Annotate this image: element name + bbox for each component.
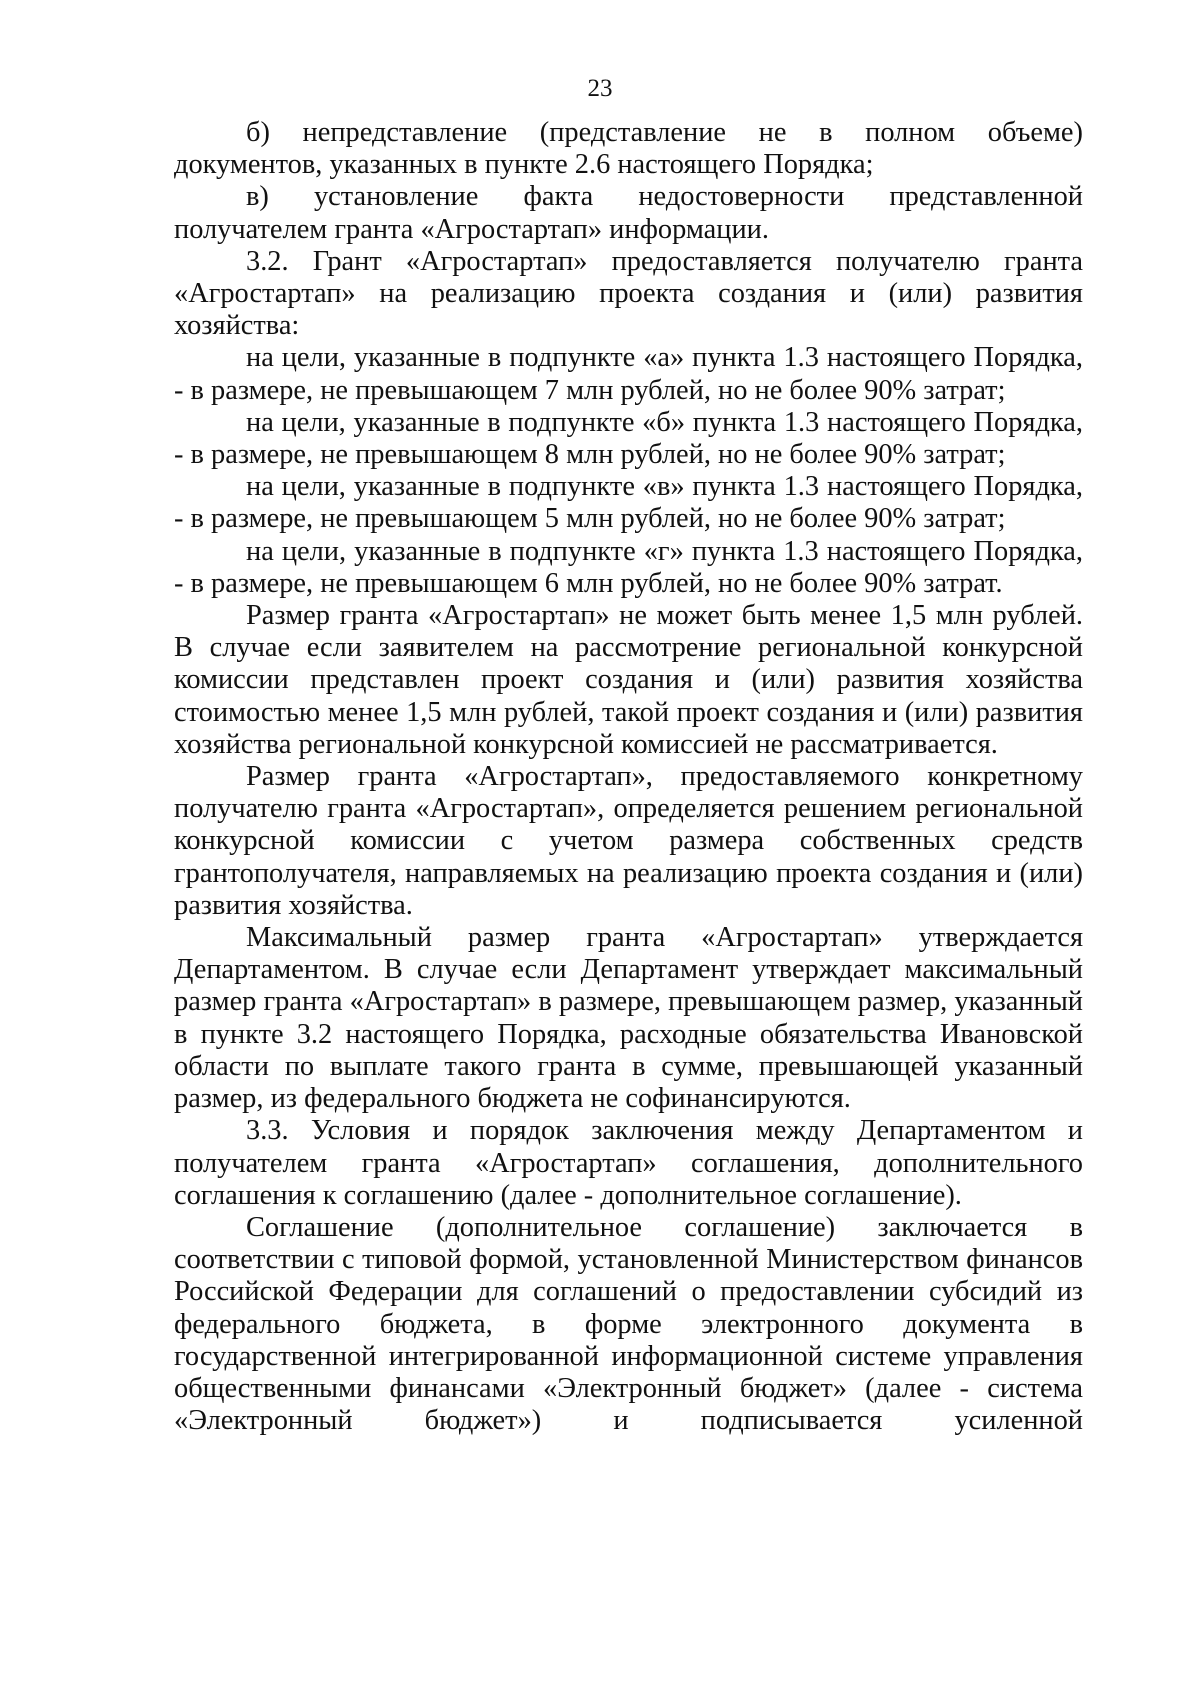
page-number: 23 [587, 75, 613, 102]
paragraph-grant-size-decision: Размер гранта «Агростартап», предоставляемого конкретному получателю гранта «Агростартап», определяется решением региональной конкурсной комиссии с учетом размера собственных средств грантополучателя, направляемых на реализацию проекта создания и (или) развития хозяйства. [174, 761, 1083, 921]
paragraph-item-b: б) непредставление (представление не в полном объеме) документов, указанных в пункте 2.6 настоящего Порядка; [174, 117, 1083, 181]
paragraph-min-grant-size: Размер гранта «Агростартап» не может быть менее 1,5 млн рублей. В случае если заявителем на рассмотрение региональной конкурсной комиссии представлен проект создания и (или) развития хозяйства стоимостью менее 1,5 млн рублей, такой проект создания и (или) развития хозяйства региональной конкурсной комиссией не рассматривается. [174, 600, 1083, 760]
paragraph-goal-g: на цели, указанные в подпункте «г» пункта 1.3 настоящего Порядка, - в размере, не превышающем 6 млн рублей, но не более 90% затрат. [174, 535, 1083, 599]
paragraph-agreement: Соглашение (дополнительное соглашение) заключается в соответствии с типовой формой, установленной Министерством финансов Российской Федерации для соглашений о предоставлении субсидий из федерального бюджета, в форме электронного документа в государственной интегрированной информационной системе управления общественными финансами «Электронный бюджет» (далее - система «Электронный бюджет») и подписывается усиленной [174, 1211, 1083, 1437]
paragraph-item-v: в) установление факта недостоверности представленной получателем гранта «Агростартап» информации. [174, 181, 1083, 245]
paragraph-goal-v: на цели, указанные в подпункте «в» пункта 1.3 настоящего Порядка, - в размере, не превышающем 5 млн рублей, но не более 90% затрат; [174, 471, 1083, 535]
paragraph-max-grant-size: Максимальный размер гранта «Агростартап» утверждается Департаментом. В случае если Департамент утверждает максимальный размер гранта «Агростартап» в размере, превышающем размер, указанный в пункте 3.2 настоящего Порядка, расходные обязательства Ивановской области по выплате такого гранта в сумме, превышающей указанный размер, из федерального бюджета не софинансируются. [174, 922, 1083, 1115]
document-body [174, 117, 1083, 1437]
paragraph-section-3-2: 3.2. Грант «Агростартап» предоставляется получателю гранта «Агростартап» на реализацию проекта создания и (или) развития хозяйства: [174, 245, 1083, 342]
paragraph-goal-b: на цели, указанные в подпункте «б» пункта 1.3 настоящего Порядка, - в размере, не превышающем 8 млн рублей, но не более 90% затрат; [174, 406, 1083, 471]
paragraph-section-3-3: 3.3. Условия и порядок заключения между Департаментом и получателем гранта «Агростартап» соглашения, дополнительного соглашения к соглашению (далее - дополнительное соглашение). [174, 1115, 1083, 1211]
paragraph-goal-a: на цели, указанные в подпункте «а» пункта 1.3 настоящего Порядка, - в размере, не превышающем 7 млн рублей, но не более 90% затрат; [174, 342, 1083, 406]
